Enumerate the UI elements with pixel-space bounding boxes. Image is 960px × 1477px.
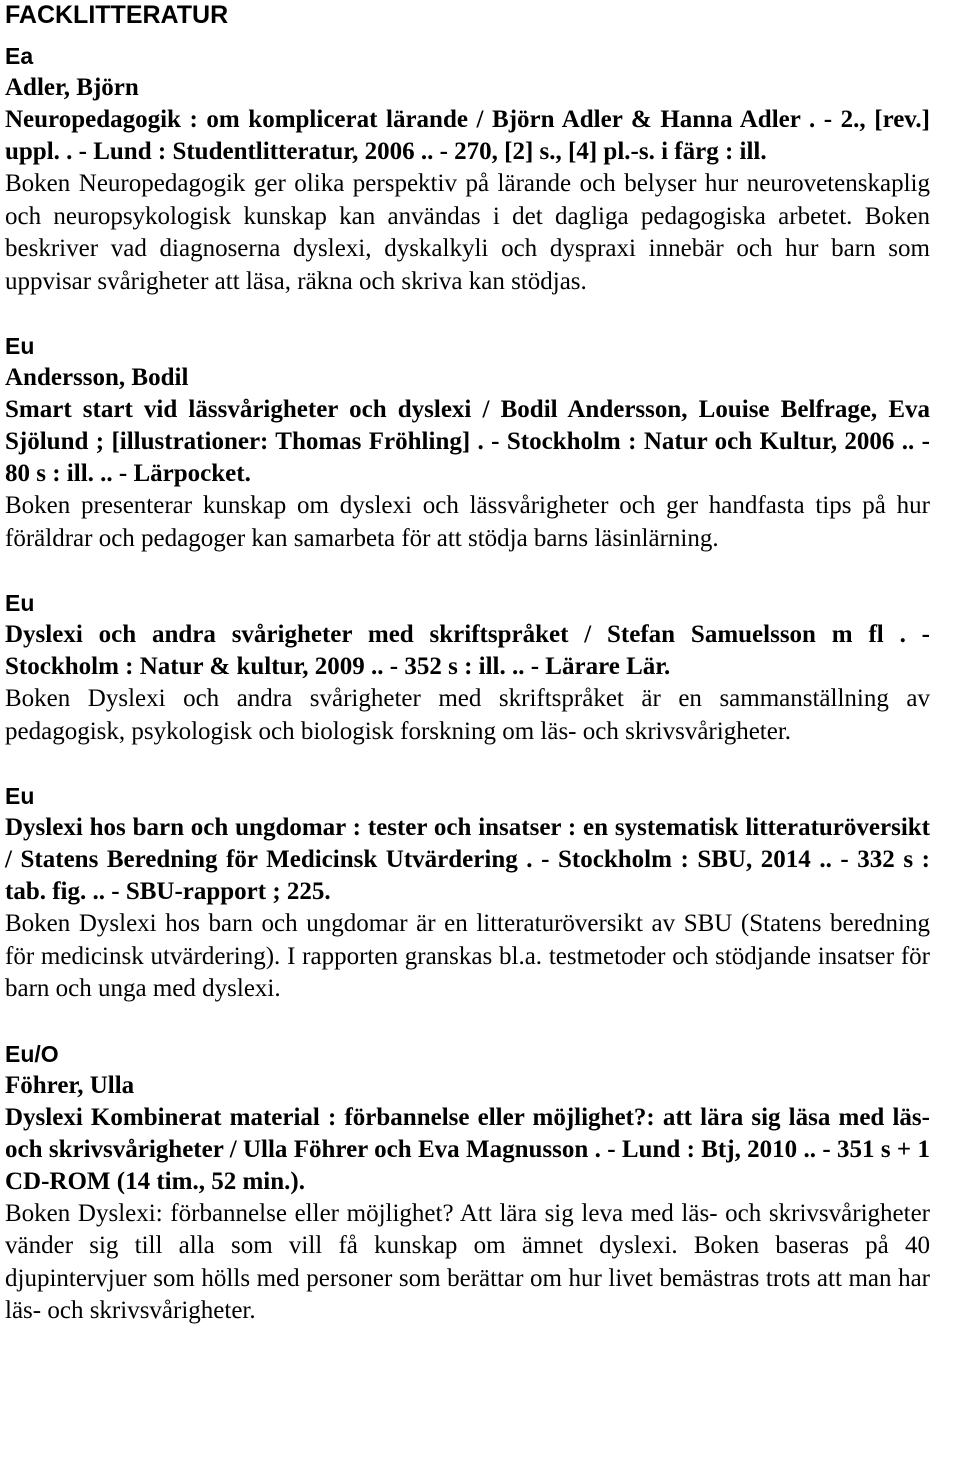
classification-code: Eu — [5, 590, 35, 616]
entry-spacer — [5, 298, 930, 330]
entry-spacer — [5, 555, 930, 587]
book-description: Boken Dyslexi hos barn och ungdomar är en litteraturöversikt av SBU (Statens beredning för medicinsk utvärdering). I rapporten granskas bl.a. testmetoder och stödjande insatser för barn och unga med dyslexi. — [5, 910, 930, 1002]
book-entry — [5, 1038, 930, 1328]
book-title: Smart start vid lässvårigheter och dyslexi / Bodil Andersson, Louise Belfrage, Eva Sjölund ; [illustrationer: Thomas Fröhling] . - Stockholm : Natur och Kultur, 2006 .. - 80 s : ill. .. - Lärpocket. — [5, 396, 930, 487]
book-title: Dyslexi och andra svårigheter med skriftspråket / Stefan Samuelsson m fl . - Stockholm : Natur & kultur, 2009 .. - 352 s : ill. .. - Lärare Lär. — [5, 621, 930, 680]
author-name: Andersson, Bodil — [5, 364, 189, 391]
page-heading: FACKLITTERATUR — [5, 1, 229, 29]
document-page — [5, 0, 930, 1328]
book-title: Dyslexi Kombinerat material : förbannelse eller möjlighet?: att lära sig läsa med läs- och skrivsvårigheter / Ulla Föhrer och Eva Magnusson . - Lund : Btj, 2010 .. - 351 s + 1 CD-ROM (14 tim., 52 min.). — [5, 1103, 930, 1195]
book-description: Boken Dyslexi och andra svårigheter med skriftspråket är en sammanställning av pedagogisk, psykologisk och biologisk forskning om läs- och skrivsvårigheter. — [5, 685, 930, 745]
book-description: Boken presenterar kunskap om dyslexi och lässvårigheter och ger handfasta tips på hur föräldrar och pedagoger kan samarbeta för att stödja barns läsinlärning. — [5, 492, 930, 552]
book-entry — [5, 330, 930, 555]
book-entry — [5, 587, 930, 748]
book-description: Boken Neuropedagogik ger olika perspektiv på lärande och belyser hur neurovetenskaplig och neuropsykologisk kunskap kan användas i det dagliga pedagogiska arbetet. Boken beskriver vad diagnoserna dyslexi, dyskalkyli och dyspraxi innebär och hur barn som uppvisar svårigheter att läsa, räkna och skriva kan stödjas. — [5, 170, 930, 295]
author-name: Föhrer, Ulla — [5, 1071, 135, 1099]
book-title: Dyslexi hos barn och ungdomar : tester och insatser : en systematisk litteraturöversikt / Statens Beredning för Medicinsk Utvärdering . - Stockholm : SBU, 2014 .. - 332 s : tab. fig. .. - SBU-rapport ; 225. — [5, 814, 930, 905]
book-title: Neuropedagogik : om komplicerat lärande / Björn Adler & Hanna Adler . - 2., [rev.] uppl. . - Lund : Studentlitteratur, 2006 .. - 270, [2] s., [4] pl.-s. i färg : ill. — [5, 106, 930, 165]
classification-code: Ea — [5, 43, 34, 69]
entry-spacer — [5, 1006, 930, 1038]
classification-code: Eu — [5, 783, 35, 809]
classification-code: Eu/O — [5, 1040, 59, 1067]
book-description: Boken Dyslexi: förbannelse eller möjlighet? Att lära sig leva med läs- och skrivsvårigheter vänder sig till alla som vill få kunskap om ämnet dyslexi. Boken baseras på 40 djupintervjuer som hölls med personer som berättar om hur livet bemästras trots att man har läs- och skrivsvårigheter. — [5, 1199, 930, 1324]
author-name: Adler, Björn — [5, 74, 139, 101]
entry-spacer — [5, 748, 930, 780]
book-entry — [5, 780, 930, 1006]
book-entry — [5, 40, 930, 298]
classification-code: Eu — [5, 333, 35, 359]
